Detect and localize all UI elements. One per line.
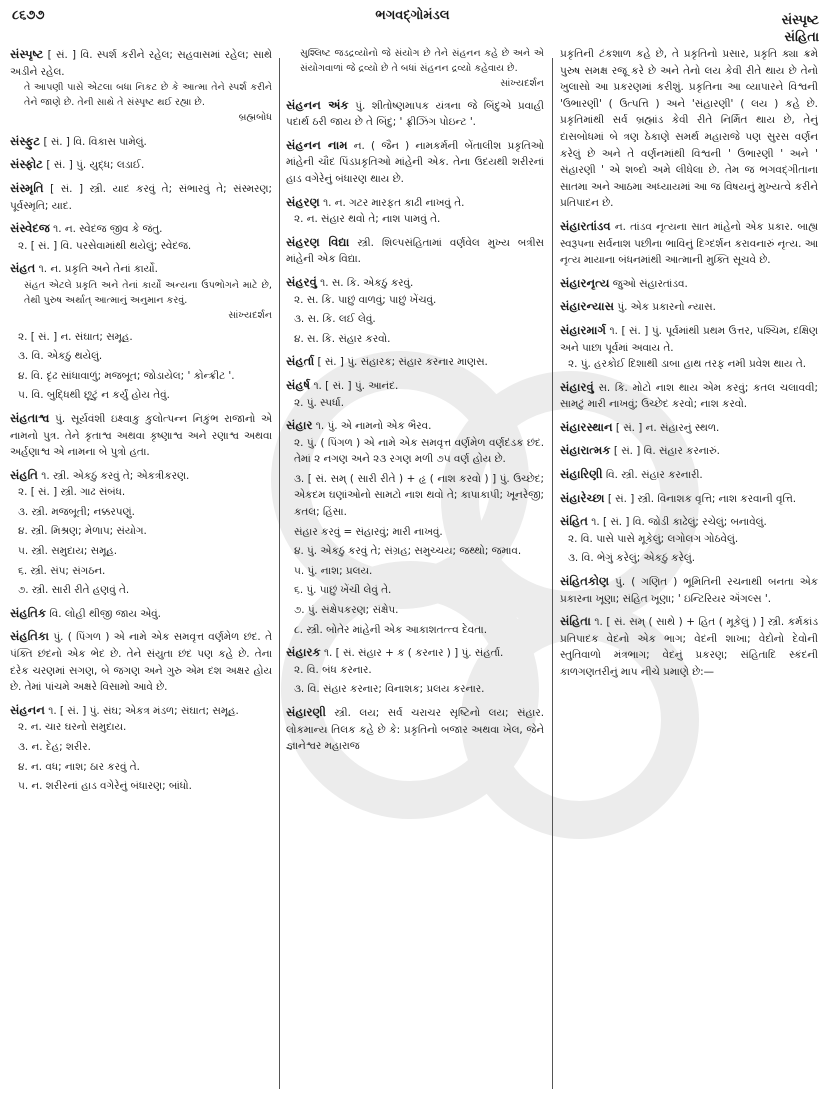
definition: વિ. લોહી થીજી જાય એવું. bbox=[49, 607, 161, 620]
sense: ૩. વિ. ભેગું કરેલું; એકઠું કરેલું. bbox=[568, 552, 696, 565]
sense: ૩. ન. દેહ; શરીર. bbox=[18, 741, 91, 753]
column-divider bbox=[279, 58, 280, 1089]
headword: સંસ્પૃષ્ટ bbox=[10, 47, 44, 61]
headword: સંહનન bbox=[10, 702, 45, 717]
headword: સંહારસ્થાન bbox=[560, 419, 613, 434]
definition: ૧. [ સં. ] પું. પૂર્વમાંથી પ્રથમ ઉત્તર, પશ્ચિમ, દક્ષિણ અને પાછા પૂર્વમાં અવાય તે. bbox=[560, 324, 818, 354]
headword: સંહર્ષ bbox=[286, 377, 311, 392]
dictionary-entry bbox=[560, 379, 818, 413]
definition: [ સં. ] વિ. સ્પર્શ કરીને રહેલ; સહવાસમાં રહેલ; સાથે અડીને રહેલ. bbox=[10, 49, 272, 78]
headword: સંહતિ bbox=[10, 467, 38, 482]
headword: સંહારણી bbox=[286, 705, 326, 719]
citation-quote: તે આપણી પાસે એટલા બધા નિકટ છે કે આત્મા તેને સ્પર્શ કરીને તેને જાણે છે. તેની સાથે તે સંસ્પૃષ્ટ થઈ રહ્યા છે. bbox=[24, 82, 272, 109]
dictionary-entry bbox=[10, 410, 272, 461]
definition: [ સં. ] સ્ત્રી. વિનાશક વૃત્તિ; નાશ કરવાની વૃત્તિ. bbox=[607, 492, 797, 505]
definition: સ. કિ. મોટો નાશ થાય એમ કરવું; કતલ ચલાવવી; સામટું મારી નાખવું; ઉચ્છેદ કરવો; નાશ કરવો. bbox=[560, 381, 818, 411]
column-divider bbox=[552, 58, 553, 1089]
sense: ૩. [ સં. સમ્ ( સારી રીતે ) + હૃ ( નાશ કરવો ) ] પું. ઉચ્છેદ; એકદમ ઘણાંઓનો સામટો નાશ થવો તે; કાપાકાપી; ખૂનરેજી; કતલ; હિંસા. bbox=[294, 472, 544, 519]
headword: સંહાર bbox=[286, 418, 313, 433]
dictionary-entry bbox=[560, 466, 818, 484]
dictionary-entry bbox=[286, 234, 544, 268]
dictionary-entry bbox=[286, 704, 544, 755]
headword: સંસ્ફુટ bbox=[10, 133, 41, 148]
dictionary-entry bbox=[560, 298, 818, 316]
sense: ૭. સ્ત્રી. સારી રીતે હણવું તે. bbox=[18, 584, 130, 597]
headword: સંસ્ફોટ bbox=[10, 157, 44, 172]
dictionary-entry bbox=[560, 275, 818, 293]
guide-words bbox=[782, 12, 819, 46]
headword: સંહરવું bbox=[286, 274, 317, 289]
dictionary-entry bbox=[286, 644, 544, 698]
sense: ૨. [ સં. ] ન. સંઘાત; સમૂહ. bbox=[18, 330, 133, 343]
sense: ૨. પું. હરકોઈ દિશાથી ડાબા હાથ તરફ નમી પ્રવેશ થાય તે. bbox=[568, 358, 807, 371]
sense: ૪. સ. કિ. સંહાર કરવો. bbox=[294, 332, 391, 345]
definition: [ સં. ] પું. સંહારક; સંહાર કરનાર માણસ. bbox=[317, 356, 488, 369]
dictionary-entry bbox=[560, 613, 818, 680]
definition: ૧. [ સં. સમ્ ( સાથે ) + હિત ( મૂકેલું ) ] સ્ત્રી. કર્મકાંડ પ્રતિપાદક વેદનો એક ભાગ; વેદની શાખા; વેદોનો દેવોની સ્તુતિવાળો મંત્રભાગ; વેદનું પ્રકરણ; સંહિતાદિ સ્કંદની કાળગણતરીનું માપ નીચે પ્રમાણે છે:— bbox=[560, 616, 818, 678]
definition: ૧. પું. એ નામનો એક ભૈરવ. bbox=[315, 420, 432, 433]
sense: ૫. વિ. બુદ્ધિથી છૂટું ન કર્યું હોય તેવું. bbox=[18, 389, 170, 402]
definition: [ સં. ] પું. યુદ્ધ; લડાઈ. bbox=[46, 159, 145, 172]
headword: સંહારેચ્છા bbox=[560, 490, 605, 505]
definition: [ સં. ] વિ. સંહાર કરનારું. bbox=[613, 445, 720, 458]
definition: ૧. સ્ત્રી. એકઠું કરવું તે; એકત્રીકરણ. bbox=[41, 469, 190, 482]
dictionary-entry bbox=[10, 156, 272, 174]
definition: ૧. [ સં. ] પું. સંઘ; એકત્ર મંડળ; સંઘાત; સમૂહ. bbox=[48, 704, 239, 717]
book-title: ભગવદ્ગોમંડલ bbox=[375, 8, 450, 23]
definition: ૧. સ. કિ. એકઠું કરવું. bbox=[320, 276, 414, 289]
column-1 bbox=[10, 46, 272, 1091]
definition: ૧. ન. પ્રકૃતિ અને તેનાં કાર્યો. bbox=[38, 263, 158, 276]
sense: ૨. [ સં. ] વિ. પરસેવામાંથી થયેલું; સ્વેદજ. bbox=[18, 239, 192, 252]
citation-source: બ્રહ્મબોધ bbox=[238, 112, 272, 124]
sense: ૪. ન. વધ; નાશ; ઠાર કરવું તે. bbox=[18, 760, 140, 773]
dictionary-entry bbox=[10, 605, 272, 623]
dictionary-entry bbox=[10, 180, 272, 214]
headword: સંહનન અંક bbox=[286, 97, 349, 112]
headword: સંસ્મૃતિ bbox=[10, 180, 44, 195]
sense: ૬. પું. પાછું ખેંચી લેવું તે. bbox=[294, 584, 392, 597]
definition: ન. ( જૈન ) નામકર્મની બેંતાલીશ પ્રકૃતિઓ માંહેની ચૌદ પિંડપ્રકૃતિઓ માંહેની એક. તેના ઉદયથી શરીરનાં હાડ વગેરેનું બંધારણ થાય છે. bbox=[286, 139, 544, 185]
sense: ૪. વિ. દૃઢ સાંધાવાળું; મજબૂત; જોડાયેલ; ' કોન્ક્રીટ '. bbox=[18, 369, 235, 382]
sense: ૩. સ. કિ. લઈ લેવું. bbox=[294, 313, 376, 326]
sense: ૫. ન. શરીરનાં હાડ વગેરેનું બંધારણ; બાંધો. bbox=[18, 780, 192, 793]
sense: ૨. ન. ચાર ઘરનો સમુદાય. bbox=[18, 721, 127, 734]
definition: પું. ( ગણિત ) ભૂમિતિની રચનાથી બનતા એક પ્રકારના ખૂણા; સંહિત ખૂણા; ' ઇન્ટિરિયર ઍંગલ્સ '. bbox=[560, 576, 818, 605]
headword: સંહારન્યાસ bbox=[560, 299, 615, 314]
headword: સંહત bbox=[10, 261, 36, 276]
lead-continuation-text: પ્રકૃતિની ટંકશાળ કહે છે, તે પ્રકૃતિનો પ્રસાર, પ્રકૃતિ ક્યા ક્રમે પુરુષ સમક્ષ રજૂ કરે છે અને તેનો લય કેવી રીતે થાય છે તેનો ખુલાસો આ પ્રકરણમાં કરીશું. પ્રકૃતિના આ વ્યાપારને વિશ્વની 'ઉભારણી' ( ઉત્પત્તિ ) અને 'સંહારણી' ( લય ) કહે છે. પ્રકૃતિમાંથી સર્વ બ્રહ્માંડ કેવી રીતે નિર્મિત થાય છે, તેનું દાસબોધમાં બે ત્રણ ઠેકાણે સમર્થ મહારાજે પણ સુરસ વર્ણન કરેલું છે અને તે વર્ણનમાંથી વિશ્વની ' ઉભારણી ' અને ' સંહારણી ' એ શબ્દો અમે લીધેલા છે. તેમ જ ભગવદ્ગીતાના સાતમા અને આઠમા અધ્યાયમાં આ જ વિષયનું મુખ્યત્વે કરીને પ્રતિપાદન છે. bbox=[560, 48, 818, 210]
dictionary-entry bbox=[10, 46, 272, 127]
dictionary-entry bbox=[560, 513, 818, 567]
dictionary-entry bbox=[10, 467, 272, 599]
guide-word-first: સંસ્પૃષ્ટ bbox=[781, 13, 819, 28]
dictionary-entry bbox=[560, 218, 818, 269]
definition: સ્ત્રી. લય; સર્વ ચરાચર સૃષ્ટિનો લય; સંહાર. લોકમાન્ય તિલક કહે છે કે: પ્રકૃતિનો બજાર અથવા ખેલ, જેને જ્ઞાનેશ્વર મહારાજ bbox=[286, 707, 544, 753]
dictionary-entry bbox=[286, 377, 544, 411]
dictionary-entry bbox=[10, 220, 272, 254]
definition: પું. એક પ્રકારનો ન્યાસ. bbox=[617, 301, 716, 314]
headword: સંહારવું bbox=[560, 379, 594, 394]
guide-word-last: સંહિતા bbox=[784, 30, 819, 45]
headword: સંહરણ bbox=[286, 194, 320, 209]
dictionary-entry bbox=[560, 419, 818, 437]
dictionary-entry bbox=[286, 97, 544, 131]
headword: સંહતિક bbox=[10, 605, 47, 620]
headword: સંહારમાર્ગ bbox=[560, 322, 606, 337]
page-number: ૮૬૭૭ bbox=[12, 8, 45, 23]
page-header bbox=[0, 0, 825, 52]
sense: સંહાર કરવું = સંહારવું; મારી નાખવું. bbox=[294, 525, 443, 538]
sense: ૩. વિ. સંહાર કરનાર; વિનાશક; પ્રલય કરનાર. bbox=[294, 683, 485, 696]
dictionary-entry bbox=[286, 417, 544, 638]
definition: સ્ત્રી. શિલ્પસંહિતામાં વર્ણવેલ મુખ્ય બત્રીસ માંહેની એક વિદ્યા. bbox=[286, 236, 544, 266]
headword: સંસ્વેદજ bbox=[10, 221, 50, 236]
definition: ૧. [ સં. ] પું. આનંદ. bbox=[313, 379, 399, 392]
definition: ૧. [ સં. ] વિ. જોડી કાઢેલું; રચેલું; બનાવેલું. bbox=[591, 516, 767, 529]
quote-source: સાંખ્યદર્શન bbox=[500, 78, 544, 89]
sense: ૭. પું. સંક્ષેપકરણ; સંક્ષેપ. bbox=[294, 604, 399, 617]
column-2 bbox=[286, 46, 544, 1091]
definition: પું. શીતોષ્ણમાપક યંત્રના જે બિંદુએ પ્રવાહી પદાર્થ ઠરી જાય છે તે બિંદુ; ' ફ્રીઝિંગ પોઇન્ટ '. bbox=[286, 99, 544, 129]
sense: ૫. સ્ત્રી. સમુદાય; સમૂહ. bbox=[18, 545, 118, 558]
headword: સંહિતા bbox=[560, 614, 591, 629]
dictionary-entry bbox=[286, 353, 544, 371]
definition: [ સં. ] વિ. વિકાસ પામેલું. bbox=[43, 135, 147, 148]
definition: ૧. ન. ગટર મારફત કાઢી નાખવું તે. bbox=[323, 196, 465, 209]
headword: સંહિત bbox=[560, 514, 588, 529]
sense: ૨. વિ. બંધ કરનાર. bbox=[294, 663, 372, 676]
headword: સંહરણ વિદ્યા bbox=[286, 234, 350, 249]
sense: ૨. પું. ( પિંગળ ) એ નામે એક સમવૃત્ત વર્ણમેળ વર્ણદંડક છંદ. તેમાં ૨ નગણ અને ૨૩ રગણ મળી ૭૫ વર્ણ હોય છે. bbox=[294, 436, 544, 466]
sense: ૨. ન. સંહાર થવો તે; નાશ પામવું તે. bbox=[294, 213, 441, 226]
definition: પું. ( પિંગળ ) એ નામે એક સમવૃત્ત વર્ણમેળ છંદ. તે પંક્તિ છંદનો એક ભેદ છે. તેને સંયુતા છંદ પણ કહે છે. તેના દરેક ચરણમાં સગણ, બે જગણ અને ગુરુ એમ દશ અક્ષર હોય છે. તેમાં પાંચમે અક્ષરે વિસામો આવે છે. bbox=[10, 631, 272, 694]
headword: સંહતિકા bbox=[10, 629, 49, 644]
headword: સંહારિણી bbox=[560, 467, 603, 482]
sense: ૨. સ. કિ. પાછું વાળવું; પાછું ખેંચવું. bbox=[294, 293, 437, 306]
definition: વિ. સ્ત્રી. સંહાર કરનારી. bbox=[605, 469, 703, 482]
headword: સંહિતકોણ bbox=[560, 574, 610, 589]
column-3 bbox=[560, 46, 818, 1091]
sense: ૨. વિ. પાસે પાસે મૂકેલું; લગોલગ ગોઠવેલું. bbox=[568, 532, 739, 545]
dictionary-entry bbox=[560, 490, 818, 508]
dictionary-entry bbox=[286, 137, 544, 188]
lead-quote: સુશ્લિષ્ટ જડદ્રવ્યોનો જે સંયોગ છે તેને સંહનન કહે છે અને એ સંયોગવાળાં જે દ્રવ્યો છે તે બધાં સંહનન દ્રવ્યો કહેવાય છે. bbox=[300, 48, 544, 74]
definition: ૧. ન. સ્વેદજ જીવ કે જંતુ. bbox=[53, 223, 163, 236]
sense: ૩. સ્ત્રી. મજબૂતી; નક્કરપણું. bbox=[18, 505, 135, 518]
definition: [ સં. ] સ્ત્રી. યાદ કરવું તે; સંભારવું તે; સંસ્મરણ; પૂર્વસ્મૃતિ; યાદ. bbox=[10, 182, 272, 212]
dictionary-entry bbox=[10, 702, 272, 795]
sense: ૪. સ્ત્રી. મિશ્રણ; મેળાપ; સંયોગ. bbox=[18, 525, 147, 538]
definition: [ સં. ] ન. સંહારનું સ્થળ. bbox=[615, 421, 720, 434]
sense: ૫. પું. નાશ; પ્રલય. bbox=[294, 564, 373, 577]
sense: ૮. સ્ત્રી. બોતેર માંહેની એક આકાશતત્ત્વ દેવતા. bbox=[294, 623, 488, 636]
dictionary-entry bbox=[560, 442, 818, 460]
citation-source: સાંખ્યદર્શન bbox=[228, 309, 272, 321]
headword: સંહારનૃત્ય bbox=[560, 275, 610, 290]
definition: જુઓ સંહારતાંડવ. bbox=[612, 277, 688, 290]
headword: સંહતાશ્વ bbox=[10, 410, 50, 425]
headword: સંહારતાંડવ bbox=[560, 218, 611, 233]
citation-quote: સંહત એટલે પ્રકૃતિ અને તેનાં કાર્યો અન્યના ઉપભોગને માટે છે, તેથી પુરુષ અર્થાત્ આત્માનું અનુમાન કરવું. bbox=[24, 279, 272, 306]
headword: સંહર્તા bbox=[286, 354, 315, 369]
definition: પું. સૂર્યવંશી ઇક્ષ્વાકુ કુલોત્પન્ન નિકુંભ રાજાનો એ નામનો પુત્ર. તેને કૃતાશ્વ અથવા કૃષ્ણાશ્વ અને રણાશ્વ અથવા અર્હણાશ્વ એ નામના બે પુત્રો હતા. bbox=[10, 412, 272, 459]
dictionary-entry bbox=[10, 260, 272, 404]
sense: ૬. સ્ત્રી. સંપ; સંગઠન. bbox=[18, 564, 106, 577]
dictionary-entry bbox=[286, 194, 544, 228]
definition: ન. તાંડવ નૃત્યના સાત માંહેનો એક પ્રકાર. બાહ્ય સ્વરૂપના સર્વનાશ પછીના ભાવિનું દિગ્દર્શન કરાવનારું નૃત્ય. આ નૃત્ય માયાના બંધનમાંથી આત્માની મુક્તિ સૂચવે છે. bbox=[560, 220, 818, 267]
dictionary-entry bbox=[10, 628, 272, 695]
dictionary-entry bbox=[560, 322, 818, 373]
sense: ૩. વિ. એકઠું થયેલું. bbox=[18, 350, 103, 363]
dictionary-entry bbox=[286, 274, 544, 347]
headword: સંહનન નામ bbox=[286, 137, 348, 152]
dictionary-entry bbox=[560, 573, 818, 607]
headword: સંહારાત્મક bbox=[560, 443, 611, 458]
sense: ૨. પું. સ્પર્ધા. bbox=[294, 396, 345, 409]
dictionary-entry bbox=[10, 133, 272, 151]
definition: ૧. [ સં. સંહાર + ક ( કરનાર ) ] પું. સંહર્તા. bbox=[323, 647, 504, 660]
headword: સંહારક bbox=[286, 645, 321, 660]
sense: ૪. પું. એકઠું કરવું તે; સંગ્રહ; સમુચ્ચય; જથ્થો; જમાવ. bbox=[294, 545, 522, 558]
sense: ૨. [ સં. ] સ્ત્રી. ગાઢ સંબંધ. bbox=[18, 486, 126, 499]
